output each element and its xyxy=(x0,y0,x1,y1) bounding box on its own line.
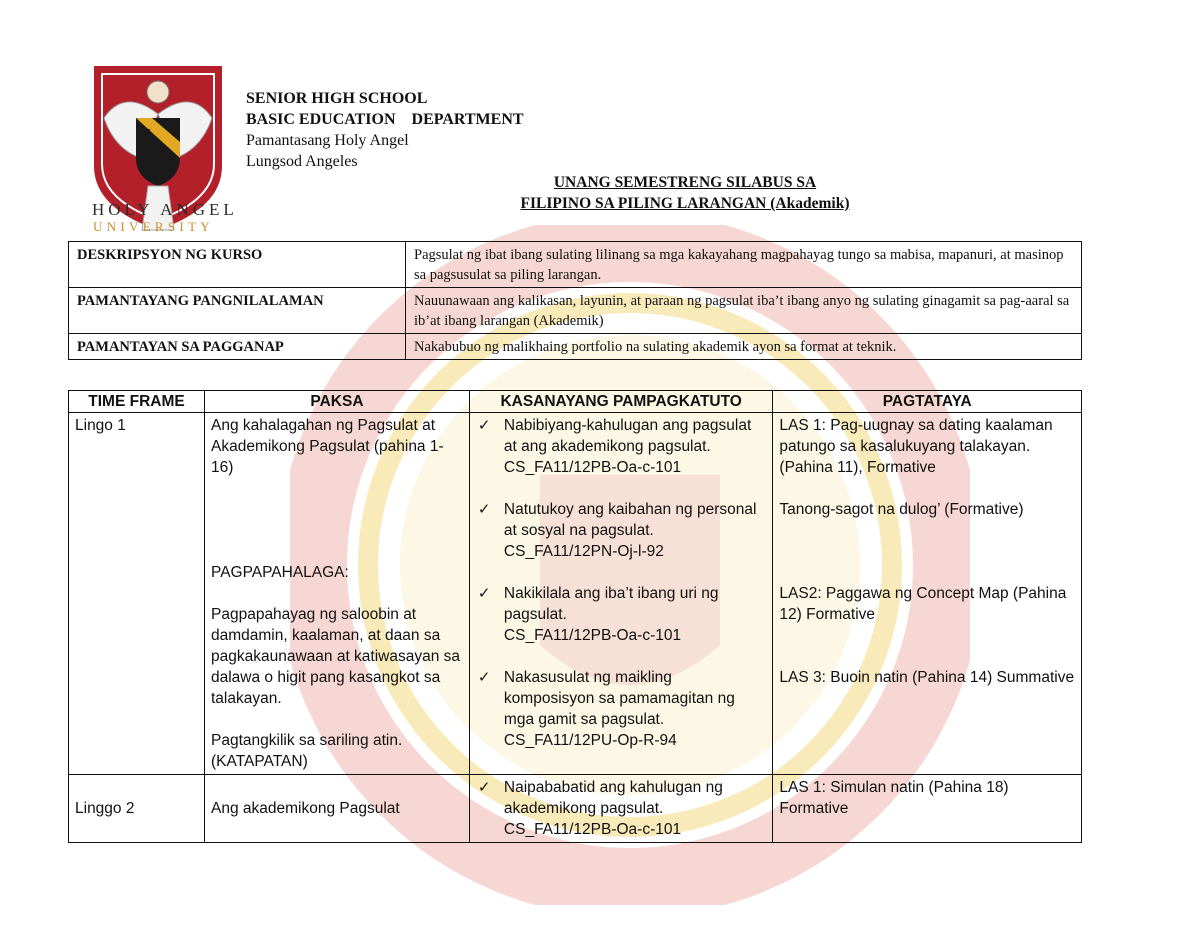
week-1-skills-cell xyxy=(469,413,772,775)
week-1-time-frame: Lingo 1 xyxy=(69,413,205,775)
title-line-2: FILIPINO SA PILING LARANGAN (Akademik) xyxy=(520,195,850,212)
course-info-value: Nakabubuo ng malikhaing portfolio na sulating akademik ayon sa format at teknik. xyxy=(406,334,1082,360)
list-item xyxy=(476,415,766,478)
list-item xyxy=(476,667,766,751)
skill-code: CS_FA11/12PB-Oa-c-101 xyxy=(503,459,682,476)
skill-text: Nakikilala ang iba’t ibang uri ng pagsulat. xyxy=(503,585,719,623)
table-row-week-2 xyxy=(69,775,1082,843)
assessment-item: Tanong-sagot na dulog’ (Formative) xyxy=(779,501,1024,518)
week-2-topic: Ang akademikong Pagsulat xyxy=(205,775,470,843)
checkmark-icon: ✓ xyxy=(477,585,491,602)
logo-wordmark-holy-angel: HOLY ANGEL xyxy=(92,200,238,219)
table-row-week-1 xyxy=(69,413,1082,775)
header-university: Pamantasang Holy Angel xyxy=(246,132,409,149)
shield-letter-a: A xyxy=(154,142,162,153)
column-header-pagtataya: PAGTATAYA xyxy=(773,391,1082,413)
header-department-word: DEPARTMENT xyxy=(411,111,524,128)
shield-letter-h: H xyxy=(143,128,151,139)
course-info-table xyxy=(68,241,1082,360)
syllabus-title xyxy=(440,172,930,214)
assessment-item: LAS2: Paggawa ng Concept Map (Pahina 12) Formative xyxy=(779,585,1067,623)
list-item xyxy=(476,583,766,646)
week-1-assessment-cell xyxy=(773,413,1082,775)
checkmark-icon: ✓ xyxy=(477,779,491,796)
school-header xyxy=(246,88,524,172)
course-info-label: PAMANTAYAN SA PAGGANAP xyxy=(69,334,406,360)
header-city: Lungsod Angeles xyxy=(246,153,358,170)
title-line-1: UNANG SEMESTRENG SILABUS SA xyxy=(553,174,817,191)
header-basic-education: BASIC EDUCATION xyxy=(246,111,396,128)
syllabus-table xyxy=(68,390,1082,843)
skill-code: CS_FA11/12PU-Op-R-94 xyxy=(503,732,677,749)
values-text-1: Pagpapahayag ng saloobin at damdamin, kaalaman, at daan sa pagkakaunawaan at katiwasayan sa dalawa o higit pang kasangkot sa talakayan. xyxy=(211,606,461,707)
column-header-paksa: PAKSA xyxy=(205,391,470,413)
assessment-item: LAS 1: Pag-uugnay sa dating kaalaman patungo sa kasalukuyang talakayan. xyxy=(779,417,1053,455)
week-2-skills-cell xyxy=(469,775,772,843)
course-info-label: PAMANTAYANG PANGNILALAMAN xyxy=(69,288,406,334)
header-department xyxy=(246,109,524,130)
checkmark-icon: ✓ xyxy=(477,417,491,434)
checkmark-icon: ✓ xyxy=(477,501,491,518)
column-header-kasanayan: KASANAYANG PAMPAGKATUTO xyxy=(469,391,772,413)
skill-text: Naipababatid ang kahulugan ng akademikong pagsulat. xyxy=(503,779,723,817)
assessment-item: LAS 3: Buoin natin (Pahina 14) Summative xyxy=(779,669,1075,686)
column-header-time-frame: TIME FRAME xyxy=(69,391,205,413)
values-text-2: Pagtangkilik sa sariling atin. (KATAPATAN) xyxy=(211,732,403,770)
syllabus-header-row xyxy=(69,391,1082,413)
skill-text: Natutukoy ang kaibahan ng personal at sosyal na pagsulat. xyxy=(503,501,757,539)
course-info-row-content-standard xyxy=(69,288,1082,334)
skill-text: Nabibiyang-kahulugan ang pagsulat at ang akademikong pagsulat. xyxy=(503,417,752,455)
course-info-row-performance-standard xyxy=(69,334,1082,360)
assessment-item-detail: (Pahina 11), Formative xyxy=(779,459,936,476)
values-heading: PAGPAPAHALAGA: xyxy=(211,564,349,581)
checkmark-icon: ✓ xyxy=(477,669,491,686)
shield-letter-u: U xyxy=(166,156,174,167)
course-info-row-description xyxy=(69,242,1082,288)
course-info-value: Nauunawaan ang kalikasan, layunin, at paraan ng pagsulat iba’t ibang anyo ng sulating ginagamit sa pag-aaral sa ib’at ibang larangan (Akademik) xyxy=(406,288,1082,334)
header-senior-high-school: SENIOR HIGH SCHOOL xyxy=(246,90,428,107)
list-item xyxy=(476,499,766,562)
course-info-value: Pagsulat ng ibat ibang sulating lilinang sa mga kakayahang magpahayag tungo sa mabisa, mapanuri, at masinop sa pagsusulat sa piling larangan. xyxy=(406,242,1082,288)
week-2-assessment: LAS 1: Simulan natin (Pahina 18) Formative xyxy=(773,775,1082,843)
skill-code: CS_FA11/12PN-Oj-l-92 xyxy=(503,543,664,560)
course-info-label: DESKRIPSYON NG KURSO xyxy=(69,242,406,288)
logo-wordmark-university: UNIVERSITY xyxy=(93,219,214,234)
skill-text: Nakasusulat ng maikling komposisyon sa pamamagitan ng mga gamit sa pagsulat. xyxy=(503,669,735,728)
list-item xyxy=(476,777,766,840)
week-1-topic-cell xyxy=(205,413,470,775)
week-1-topic: Ang kahalagahan ng Pagsulat at Akademikong Pagsulat (pahina 1-16) xyxy=(211,417,444,476)
skill-code: CS_FA11/12PB-Oa-c-101 xyxy=(503,821,682,838)
week-2-time-frame: Linggo 2 xyxy=(69,775,205,843)
skill-code: CS_FA11/12PB-Oa-c-101 xyxy=(503,627,682,644)
